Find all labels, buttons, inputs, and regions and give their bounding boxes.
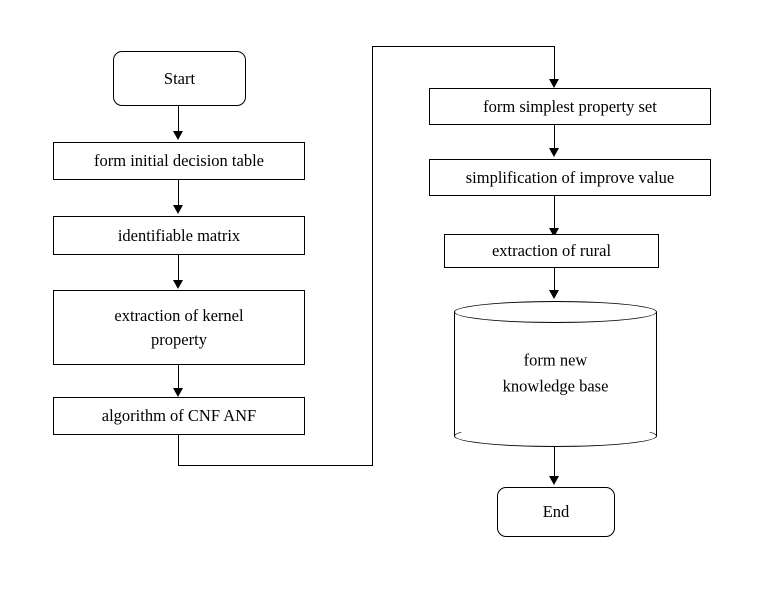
node-form-initial-decision-table-label: form initial decision table (94, 151, 264, 171)
cylinder-top-ellipse (454, 301, 657, 323)
node-form-simplest-property-set (429, 88, 711, 125)
edge-form-initial-decision-table-to-identifiable-matrix (178, 180, 179, 207)
node-algorithm-of-cnf-anf (53, 397, 305, 435)
cylinder-bottom-ellipse (454, 425, 657, 447)
edge-identifiable-matrix-to-extraction-of-kernel-property (178, 255, 179, 283)
edge-start-to-form-initial-decision-table (178, 106, 179, 133)
edge-loop-segment-down (178, 435, 179, 465)
node-form-new-knowledge-base-label-line1: form new (523, 350, 588, 370)
arrow-loop-into-form-simplest-property-set (549, 79, 559, 88)
node-form-simplest-property-set-label: form simplest property set (483, 96, 657, 116)
edge-loop-segment-right (178, 465, 373, 466)
node-identifiable-matrix-label: identifiable matrix (117, 225, 241, 245)
node-identifiable-matrix (53, 216, 305, 255)
arrow-form-new-knowledge-base-to-end (549, 476, 559, 485)
arrow-extraction-of-kernel-property-to-algorithm-of-cnf-anf (173, 388, 183, 397)
node-form-initial-decision-table (53, 142, 305, 180)
node-form-new-knowledge-base-label-line2: knowledge base (502, 377, 609, 396)
node-extraction-of-kernel-property (53, 290, 305, 365)
node-extraction-of-rural-label: extraction of rural (491, 241, 612, 261)
node-end-label: End (542, 502, 570, 522)
edge-loop-segment-top (372, 46, 555, 47)
node-extraction-of-rural (444, 234, 659, 268)
node-simplification-of-improve-value (429, 159, 711, 196)
arrow-identifiable-matrix-to-extraction-of-kernel-property (173, 280, 183, 289)
node-start (113, 51, 246, 106)
edge-simplification-of-improve-value-to-extraction-of-rural (554, 196, 555, 230)
edge-extraction-of-kernel-property-to-algorithm-of-cnf-anf (178, 365, 179, 390)
node-extraction-of-kernel-property-label-line1: extraction of kernel (114, 305, 244, 325)
node-form-new-knowledge-base (454, 301, 657, 447)
node-extraction-of-kernel-property-label-line2: property (151, 329, 207, 349)
node-start-label: Start (163, 68, 196, 88)
arrow-extraction-of-rural-to-form-new-knowledge-base (549, 290, 559, 299)
arrow-form-initial-decision-table-to-identifiable-matrix (173, 205, 183, 214)
arrow-form-simplest-property-set-to-simplification-of-improve-value (549, 148, 559, 157)
edge-loop-segment-into-form-simplest-property-set (554, 46, 555, 82)
node-form-new-knowledge-base-label (454, 348, 657, 401)
edge-form-new-knowledge-base-to-end (554, 447, 555, 478)
edge-form-simplest-property-set-to-simplification-of-improve-value (554, 125, 555, 150)
node-end (497, 487, 615, 537)
edge-loop-segment-up (372, 46, 373, 466)
node-simplification-of-improve-value-label: simplification of improve value (465, 167, 675, 187)
node-algorithm-of-cnf-anf-label: algorithm of CNF ANF (101, 406, 257, 426)
edge-extraction-of-rural-to-form-new-knowledge-base (554, 268, 555, 292)
